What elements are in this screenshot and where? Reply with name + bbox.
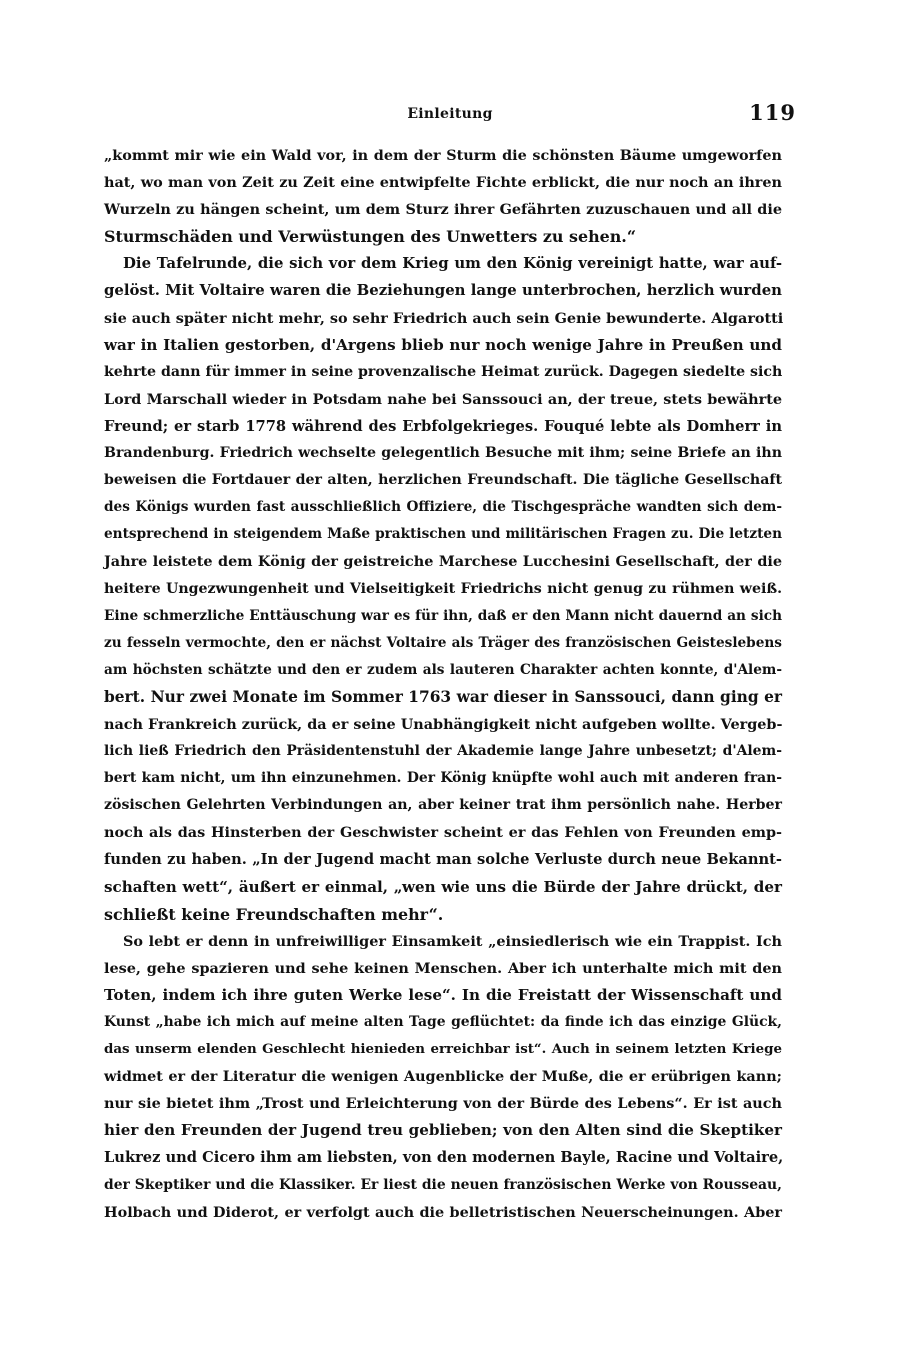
text-line: Brandenburg. Friedrich wechselte gelegentlich Besuche mit ihm; seine Briefe an ihn xyxy=(104,445,782,462)
text-line: gelöst. Mit Voltaire waren die Beziehungen lange unterbrochen, herzlich wurden xyxy=(104,281,782,300)
text-line: sie auch später nicht mehr, so sehr Friedrich auch sein Genie bewunderte. Algarotti xyxy=(104,309,784,327)
text-line: Lord Marschall wieder in Potsdam nahe bei Sanssouci an, der treue, stets bewährte xyxy=(104,390,782,408)
text-line: Wurzeln zu hängen scheint, um dem Sturz ihrer Gefährten zuzuschauen und all die xyxy=(104,201,782,219)
text-line: Die Tafelrunde, die sich vor dem Krieg um den König vereinigt hatte, war auf- xyxy=(123,254,782,273)
text-line: Eine schmerzliche Enttäuschung war es für ihn, daß er den Mann nicht dauernd an sich xyxy=(104,607,782,624)
text-line: widmet er der Literatur die wenigen Augenblicke der Muße, die er erübrigen kann; xyxy=(104,1068,782,1086)
text-line: zösischen Gelehrten Verbindungen an, aber keiner trat ihm persönlich nahe. Herber xyxy=(104,797,782,814)
text-line: entsprechend in steigendem Maße praktischen und militärischen Fragen zu. Die letzten xyxy=(104,526,782,543)
text-line: beweisen die Fortdauer der alten, herzlichen Freundschaft. Die tägliche Gesellschaft xyxy=(104,472,782,489)
text-line: lese, gehe spazieren und sehe keinen Menschen. Aber ich unterhalte mich mit den xyxy=(104,959,782,977)
text-line: noch als das Hinsterben der Geschwister scheint er das Fehlen von Freunden emp- xyxy=(104,824,782,842)
text-line: bert kam nicht, um ihn einzunehmen. Der König knüpfte wohl auch mit anderen fran- xyxy=(104,770,782,787)
text-line: So lebt er denn in unfreiwilliger Einsamkeit „einsiedlerisch wie ein Trappist. Ich xyxy=(123,932,782,950)
text-line: hat, wo man von Zeit zu Zeit eine entwipfelte Fichte erblickt, die nur noch an ihren xyxy=(104,174,782,192)
text-line: Kunst „habe ich mich auf meine alten Tage geflüchtet: da finde ich das einzige Glück, xyxy=(104,1014,782,1030)
text-line: Toten, indem ich ihre guten Werke lese“. In die Freistatt der Wissenschaft und xyxy=(104,985,782,1004)
text-line: das unserm elenden Geschlecht hienieden erreichbar ist“. Auch in seinem letzten Kriege xyxy=(104,1041,782,1058)
text-line: Holbach und Diderot, er verfolgt auch die belletristischen Neuerscheinungen. Aber xyxy=(104,1203,782,1221)
text-line: zu fesseln vermochte, den er nächst Voltaire als Träger des französischen Geisteslebens xyxy=(104,634,782,651)
text-line: nach Frankreich zurück, da er seine Unabhängigkeit nicht aufgeben wollte. Vergeb- xyxy=(104,715,783,733)
text-line: schaften wett“, äußert er einmal, „wen wie uns die Bürde der Jahre drückt, der xyxy=(104,877,782,896)
text-line: Sturmschäden und Verwüstungen des Unwetters zu sehen.“ xyxy=(104,227,636,247)
text-line: am höchsten schätzte und den er zudem als lauteren Charakter achten konnte, d'Alem- xyxy=(104,661,782,678)
text-line: „kommt mir wie ein Wald vor, in dem der Sturm die schönsten Bäume umgeworfen xyxy=(104,147,782,164)
text-line: hier den Freunden der Jugend treu geblieben; von den Alten sind die Skeptiker xyxy=(104,1121,782,1140)
text-line: kehrte dann für immer in seine provenzalische Heimat zurück. Dagegen siedelte sich xyxy=(104,363,783,380)
body-text xyxy=(104,142,782,1226)
running-title: Einleitung xyxy=(407,106,493,122)
text-line: Jahre leistete dem König der geistreiche Marchese Lucchesini Gesellschaft, der die xyxy=(104,553,782,571)
text-line: Freund; er starb 1778 während des Erbfolgekrieges. Fouqué lebte als Domherr in xyxy=(104,417,782,435)
text-line: heitere Ungezwungenheit und Vielseitigkeit Friedrichs nicht genug zu rühmen weiß. xyxy=(104,580,782,597)
text-line: bert. Nur zwei Monate im Sommer 1763 war dieser in Sanssouci, dann ging er xyxy=(104,687,782,706)
text-line: schließt keine Freundschaften mehr“. xyxy=(104,904,444,924)
text-line: funden zu haben. „In der Jugend macht man solche Verluste durch neue Bekannt- xyxy=(104,851,782,869)
text-line: nur sie bietet ihm „Trost und Erleichterung von der Bürde des Lebens“. Er ist auch xyxy=(104,1095,782,1113)
text-line: Lukrez und Cicero ihm am liebsten, von den modernen Bayle, Racine und Voltaire, xyxy=(104,1149,784,1167)
text-line: der Skeptiker und die Klassiker. Er liest die neuen französischen Werke von Rousseau, xyxy=(104,1176,782,1193)
running-head xyxy=(104,100,796,130)
text-line: des Königs wurden fast ausschließlich Offiziere, die Tischgespräche wandten sich dem- xyxy=(104,499,782,516)
text-line: lich ließ Friedrich den Präsidentenstuhl der Akademie lange Jahre unbesetzt; d'Alem- xyxy=(104,743,782,760)
text-line: war in Italien gestorben, d'Argens blieb nur noch wenige Jahre in Preußen und xyxy=(104,335,782,354)
page-number: 119 xyxy=(749,100,796,125)
